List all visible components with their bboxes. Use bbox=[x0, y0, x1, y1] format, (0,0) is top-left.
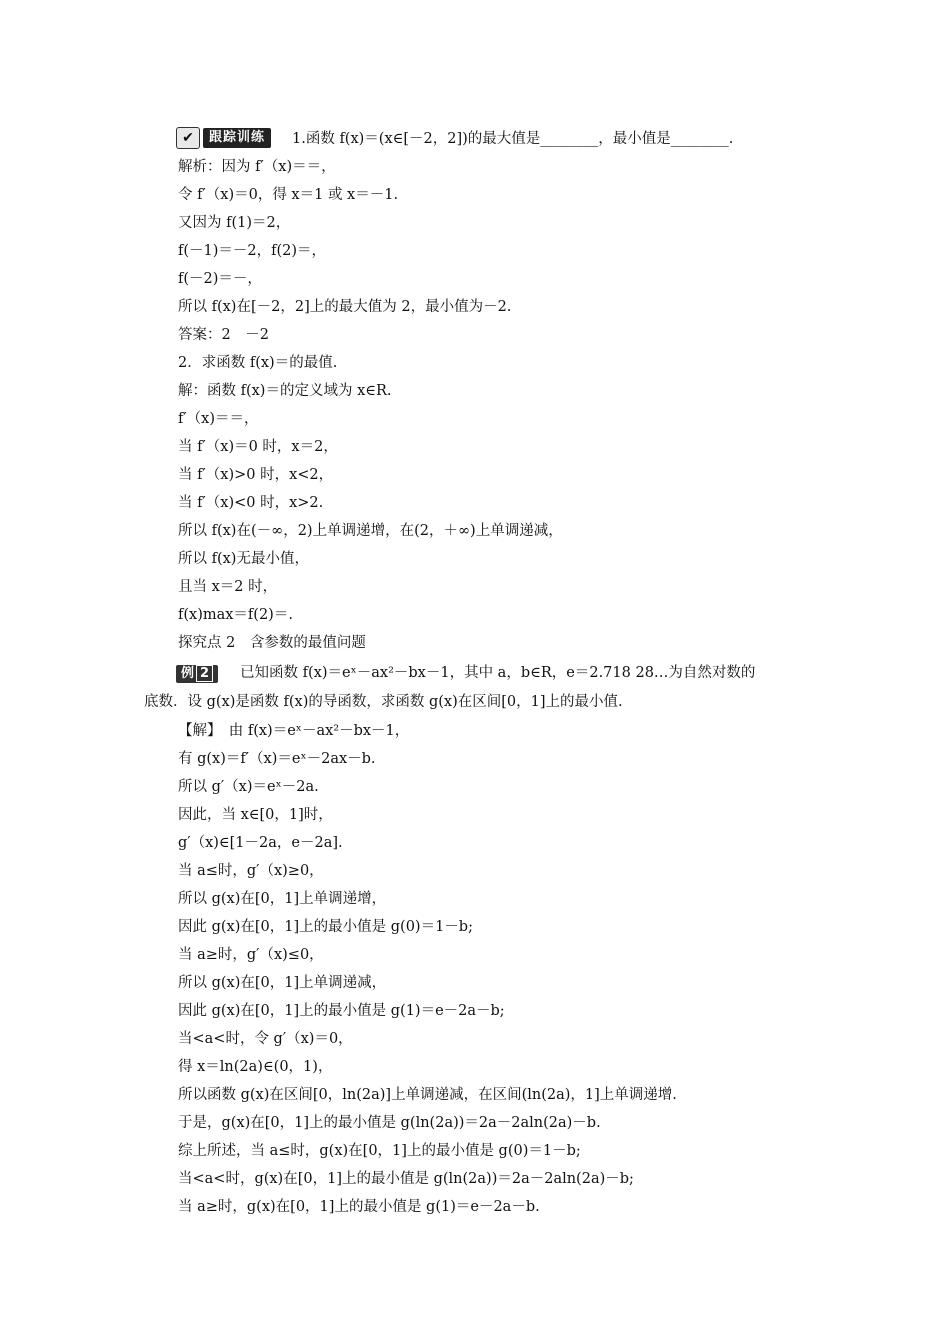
solution-line: 综上所述，当 a≤时，g(x)在[0，1]上的最小值是 g(0)＝1－b; bbox=[178, 1143, 581, 1159]
solution-line: 因此，当 x∈[0，1]时， bbox=[178, 807, 333, 823]
solution-line: 有 g(x)＝f′（x)＝eˣ－2ax－b. bbox=[178, 751, 376, 767]
solution-line: 所以 g′（x)＝eˣ－2a. bbox=[178, 779, 319, 795]
text-line: 所以 f(x)在(－∞，2)上单调递增，在(2，＋∞)上单调递减， bbox=[178, 523, 563, 539]
example-badge: 例 2 bbox=[176, 665, 218, 683]
text-line: 所以 f(x)无最小值， bbox=[178, 551, 309, 567]
text-line: 令 f′（x)＝0，得 x＝1 或 x＝－1. bbox=[178, 187, 399, 203]
solution-line: 当 a≥时，g′（x)≤0， bbox=[178, 947, 324, 963]
solution-line: g′（x)∈[1－2a，e－2a]. bbox=[178, 835, 343, 851]
example-line-1: 例 2 已知函数 f(x)＝eˣ－ax²－bx－1，其中 a，b∈R，e＝2.718 28…为自然对数的 bbox=[176, 663, 755, 683]
answer-line: 答案：2 －2 bbox=[178, 327, 269, 343]
solution-line: 当 a≤时，g′（x)≥0， bbox=[178, 863, 324, 879]
text-line: 解：函数 f(x)＝的定义域为 x∈R. bbox=[178, 383, 392, 399]
checkmark-icon: ✔ bbox=[176, 127, 200, 149]
question-1: 1.函数 f(x)＝(x∈[－2，2])的最大值是________，最小值是________. bbox=[292, 131, 734, 147]
text-line: 且当 x＝2 时， bbox=[178, 579, 278, 595]
solution-line: 因此 g(x)在[0，1]上的最小值是 g(0)＝1－b; bbox=[178, 919, 473, 935]
text-line: f(x)max＝f(2)＝. bbox=[178, 607, 293, 623]
text-line: f(－1)＝－2，f(2)＝， bbox=[178, 243, 327, 259]
track-training-badge bbox=[176, 127, 271, 149]
text-line: 所以 f(x)在[－2，2]上的最大值为 2，最小值为－2. bbox=[178, 299, 512, 315]
solution-line: 所以 g(x)在[0，1]上单调递减， bbox=[178, 975, 387, 991]
text-line: 当 f′（x)<0 时，x>2. bbox=[178, 495, 324, 511]
text-line: 解析：因为 f′（x)＝＝， bbox=[178, 159, 336, 175]
example-line-2: 底数．设 g(x)是函数 f(x)的导函数，求函数 g(x)在区间[0，1]上的最小值. bbox=[144, 694, 623, 710]
solution-line: 当<a<时，g(x)在[0，1]上的最小值是 g(ln(2a))＝2a－2aln(2a)－b; bbox=[178, 1171, 634, 1187]
solution-line: 所以函数 g(x)在区间[0，ln(2a)]上单调递减，在区间(ln(2a)，1]上单调递增. bbox=[178, 1087, 677, 1103]
solution-line: 所以 g(x)在[0，1]上单调递增， bbox=[178, 891, 387, 907]
solution-line: 【解】 由 f(x)＝eˣ－ax²－bx－1， bbox=[178, 723, 410, 739]
solution-line: 当<a<时，令 g′（x)＝0， bbox=[178, 1031, 353, 1047]
text-line: f(－2)＝－， bbox=[178, 271, 262, 287]
question-2: 2．求函数 f(x)＝的最值. bbox=[178, 355, 338, 371]
text-line: 当 f′（x)＝0 时，x＝2， bbox=[178, 439, 338, 455]
section-heading: 探究点 2 含参数的最值问题 bbox=[178, 635, 366, 651]
solution-line: 得 x＝ln(2a)∈(0，1)， bbox=[178, 1059, 333, 1075]
track-training-label: 跟踪训练 bbox=[203, 128, 271, 148]
text-line: 当 f′（x)>0 时，x<2， bbox=[178, 467, 334, 483]
text-line: f′（x)＝＝， bbox=[178, 411, 259, 427]
solution-line: 当 a≥时，g(x)在[0，1]上的最小值是 g(1)＝e－2a－b. bbox=[178, 1199, 540, 1215]
solution-line: 于是，g(x)在[0，1]上的最小值是 g(ln(2a))＝2a－2aln(2a)－b. bbox=[178, 1115, 601, 1131]
solution-line: 因此 g(x)在[0，1]上的最小值是 g(1)＝e－2a－b; bbox=[178, 1003, 505, 1019]
text-line: 又因为 f(1)＝2， bbox=[178, 215, 291, 231]
